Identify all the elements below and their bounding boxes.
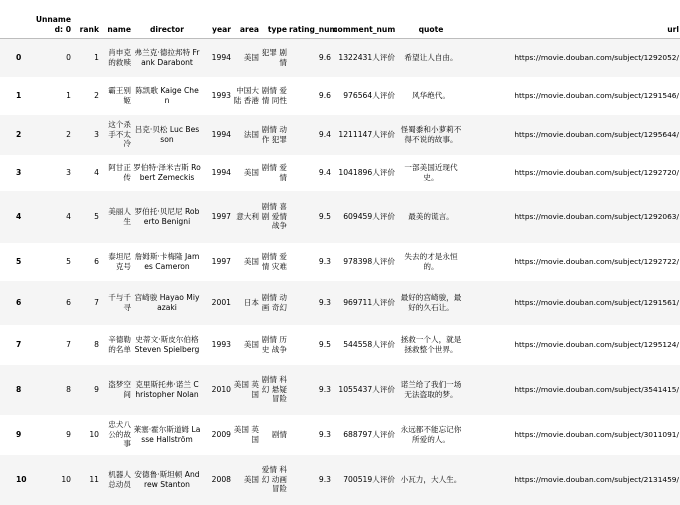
cell-name: 辛德勒的名单 — [108, 335, 131, 354]
column-header-type: type — [260, 0, 288, 39]
cell-rank: 3 — [94, 129, 99, 139]
table-row — [0, 39, 680, 77]
column-header-unnamed: Unnamed: 0 — [34, 0, 72, 39]
cell-director: 莱塞·霍尔斯道姆 Lasse Hallström — [133, 425, 201, 444]
row-index: 2 — [16, 129, 22, 139]
cell-unnamed: 10 — [61, 474, 71, 484]
cell-rating-num: 9.3 — [318, 297, 331, 307]
table-row — [0, 281, 680, 325]
cell-url: https://movie.douban.com/subject/1291546/ — [514, 90, 679, 100]
table-row — [0, 191, 680, 243]
cell-type: 剧情 爱情 灾难 — [261, 252, 287, 271]
column-header-quote: quote — [396, 0, 466, 39]
cell-year: 2009 — [211, 429, 231, 439]
cell-director: 宫崎骏 Hayao Miyazaki — [134, 293, 200, 312]
cell-unnamed: 9 — [66, 429, 71, 439]
column-header-url: url — [466, 0, 680, 39]
cell-url: https://movie.douban.com/subject/1292052/ — [514, 53, 679, 63]
column-header-name: name — [100, 0, 132, 39]
row-index: 1 — [16, 90, 22, 100]
cell-year: 2001 — [211, 297, 231, 307]
table-header — [0, 0, 680, 39]
cell-quote: 一部美国近现代史。 — [404, 163, 458, 182]
cell-year: 2008 — [211, 474, 231, 484]
table-body — [0, 39, 680, 505]
cell-director: 弗兰克·德拉邦特 Frank Darabont — [134, 48, 200, 67]
cell-rank: 11 — [89, 474, 99, 484]
cell-unnamed: 6 — [66, 297, 71, 307]
cell-type: 剧情 动作 犯罪 — [261, 125, 287, 144]
column-header-comment-num: comment_num — [332, 0, 396, 39]
cell-rank: 8 — [94, 339, 99, 349]
cell-type: 剧情 喜剧 爱情 战争 — [261, 202, 287, 231]
cell-year: 1993 — [211, 339, 231, 349]
column-header-director: director — [132, 0, 202, 39]
cell-area: 美国 英国 — [233, 425, 259, 444]
cell-area: 意大利 — [236, 211, 259, 221]
cell-area: 美国 — [243, 339, 259, 349]
cell-rating-num: 9.5 — [318, 211, 331, 221]
cell-type: 剧情 历史 战争 — [261, 335, 287, 354]
cell-area: 美国 — [243, 256, 259, 266]
cell-name: 机器人总动员 — [108, 470, 131, 489]
cell-unnamed: 1 — [66, 90, 71, 100]
row-index: 6 — [16, 297, 22, 307]
column-header-area: area — [232, 0, 260, 39]
cell-url: https://movie.douban.com/subject/3541415/ — [514, 384, 679, 394]
cell-comment-num: 1322431人评价 — [338, 53, 395, 62]
cell-name: 美丽人生 — [108, 207, 131, 226]
cell-quote: 怪蜀黍和小萝莉不得不说的故事。 — [400, 125, 462, 144]
cell-unnamed: 2 — [66, 129, 71, 139]
row-index: 10 — [16, 474, 27, 484]
cell-comment-num: 1211147人评价 — [338, 129, 395, 139]
index-header — [0, 0, 34, 39]
row-index: 8 — [16, 384, 22, 394]
cell-type: 剧情 爱情 — [261, 163, 287, 182]
cell-unnamed: 3 — [66, 167, 71, 177]
cell-area: 法国 — [243, 129, 259, 139]
cell-area: 日本 — [243, 297, 259, 307]
cell-year: 1997 — [211, 256, 231, 266]
cell-comment-num: 688797人评价 — [343, 429, 395, 439]
cell-area: 美国 — [243, 167, 259, 177]
cell-comment-num: 976564人评价 — [343, 90, 395, 100]
cell-comment-num: 544558人评价 — [343, 339, 395, 349]
table-row — [0, 155, 680, 191]
cell-unnamed: 4 — [66, 211, 71, 221]
cell-url: https://movie.douban.com/subject/2131459/ — [514, 474, 679, 484]
cell-rank: 5 — [94, 211, 99, 221]
cell-director: 陈凯歌 Kaige Chen — [135, 86, 199, 105]
cell-comment-num: 700519人评价 — [343, 474, 395, 484]
table-row — [0, 365, 680, 415]
cell-url: https://movie.douban.com/subject/1292063/ — [514, 211, 679, 221]
cell-director: 史蒂文·斯皮尔伯格 Steven Spielberg — [134, 335, 200, 354]
cell-director: 罗伯托·贝尼尼 Roberto Benigni — [134, 207, 200, 226]
cell-unnamed: 8 — [66, 384, 71, 394]
cell-quote: 最好的宫崎骏，最好的久石让。 — [400, 293, 462, 312]
cell-unnamed: 5 — [66, 256, 71, 266]
cell-quote: 小瓦力，大人生。 — [400, 474, 462, 484]
table-row — [0, 455, 680, 505]
cell-rating-num: 9.3 — [318, 474, 331, 484]
cell-unnamed: 7 — [66, 339, 71, 349]
column-header-year: year — [202, 0, 232, 39]
cell-rating-num: 9.4 — [318, 129, 331, 139]
cell-comment-num: 969711人评价 — [343, 297, 395, 307]
cell-name: 盗梦空间 — [108, 380, 131, 399]
cell-rating-num: 9.5 — [318, 339, 331, 349]
cell-name: 泰坦尼克号 — [108, 252, 131, 271]
cell-area: 美国 — [243, 474, 259, 484]
table-row — [0, 115, 680, 155]
cell-rank: 4 — [94, 167, 99, 177]
cell-comment-num: 609459人评价 — [343, 211, 395, 221]
cell-director: 詹姆斯·卡梅隆 James Cameron — [134, 252, 200, 271]
cell-rating-num: 9.6 — [318, 53, 331, 62]
row-index: 5 — [16, 256, 22, 266]
cell-rank: 2 — [94, 90, 99, 100]
table-row — [0, 325, 680, 365]
table-row — [0, 77, 680, 115]
row-index: 3 — [16, 167, 22, 177]
row-index: 7 — [16, 339, 22, 349]
cell-name: 阿甘正传 — [108, 163, 131, 182]
cell-type: 剧情 — [271, 429, 287, 439]
cell-quote: 失去的才是永恒的。 — [404, 252, 458, 271]
table-row — [0, 415, 680, 455]
cell-rank: 1 — [94, 53, 99, 62]
cell-name: 千与千寻 — [108, 293, 131, 312]
cell-type: 剧情 动画 奇幻 — [261, 293, 287, 312]
column-header-rank: rank — [72, 0, 100, 39]
cell-comment-num: 1055437人评价 — [338, 384, 395, 394]
cell-year: 2010 — [211, 384, 231, 394]
cell-director: 罗伯特·泽米吉斯 Robert Zemeckis — [133, 163, 201, 182]
cell-url: https://movie.douban.com/subject/3011091/ — [514, 429, 679, 439]
cell-url: https://movie.douban.com/subject/1292722/ — [514, 256, 679, 266]
column-header-rating-num: rating_num — [288, 0, 332, 39]
cell-comment-num: 978398人评价 — [343, 256, 395, 266]
cell-type: 爱情 科幻 动画 冒险 — [261, 465, 287, 494]
cell-url: https://movie.douban.com/subject/1292720/ — [514, 167, 679, 177]
cell-type: 剧情 科幻 悬疑 冒险 — [261, 375, 287, 404]
cell-name: 肖申克的救赎 — [108, 48, 131, 67]
cell-year: 1993 — [211, 90, 231, 100]
cell-quote: 希望让人自由。 — [404, 53, 458, 62]
cell-rating-num: 9.3 — [318, 256, 331, 266]
cell-name: 忠犬八公的故事 — [108, 420, 131, 449]
cell-year: 1994 — [211, 167, 231, 177]
cell-year: 1994 — [211, 53, 231, 62]
cell-rank: 7 — [94, 297, 99, 307]
cell-rating-num: 9.3 — [318, 429, 331, 439]
cell-quote: 诺兰给了我们一场无法盗取的梦。 — [400, 380, 462, 399]
cell-rank: 10 — [89, 429, 99, 439]
cell-url: https://movie.douban.com/subject/1291561/ — [514, 297, 679, 307]
table-row — [0, 243, 680, 281]
cell-name: 霸王别姬 — [108, 86, 131, 105]
cell-rating-num: 9.4 — [318, 167, 331, 177]
cell-url: https://movie.douban.com/subject/1295644/ — [514, 129, 679, 139]
cell-rank: 6 — [94, 256, 99, 266]
row-index: 9 — [16, 429, 22, 439]
cell-comment-num: 1041896人评价 — [338, 167, 395, 177]
cell-type: 犯罪 剧情 — [261, 48, 287, 67]
cell-type: 剧情 爱情 同性 — [261, 86, 287, 105]
cell-rating-num: 9.6 — [318, 90, 331, 100]
cell-area: 美国 — [243, 53, 259, 62]
cell-director: 克里斯托弗·诺兰 Christopher Nolan — [135, 380, 199, 399]
cell-name: 这个杀手不太冷 — [108, 120, 131, 149]
cell-quote: 拯救一个人，就是拯救整个世界。 — [400, 335, 462, 354]
cell-unnamed: 0 — [66, 53, 71, 62]
cell-quote: 风华绝代。 — [412, 90, 450, 100]
cell-director: 安德鲁·斯坦顿 Andrew Stanton — [134, 470, 200, 489]
cell-area: 中国大陆 香港 — [233, 86, 259, 105]
cell-year: 1997 — [211, 211, 231, 221]
cell-rating-num: 9.3 — [318, 384, 331, 394]
cell-quote: 最美的谎言。 — [408, 211, 454, 221]
row-index: 0 — [16, 53, 22, 62]
row-index: 4 — [16, 211, 22, 221]
cell-year: 1994 — [211, 129, 231, 139]
cell-area: 美国 英国 — [233, 380, 259, 399]
cell-director: 吕克·贝松 Luc Besson — [134, 125, 200, 144]
cell-rank: 9 — [94, 384, 99, 394]
cell-url: https://movie.douban.com/subject/1295124/ — [514, 339, 679, 349]
cell-quote: 永远都不能忘记你所爱的人。 — [400, 425, 462, 444]
